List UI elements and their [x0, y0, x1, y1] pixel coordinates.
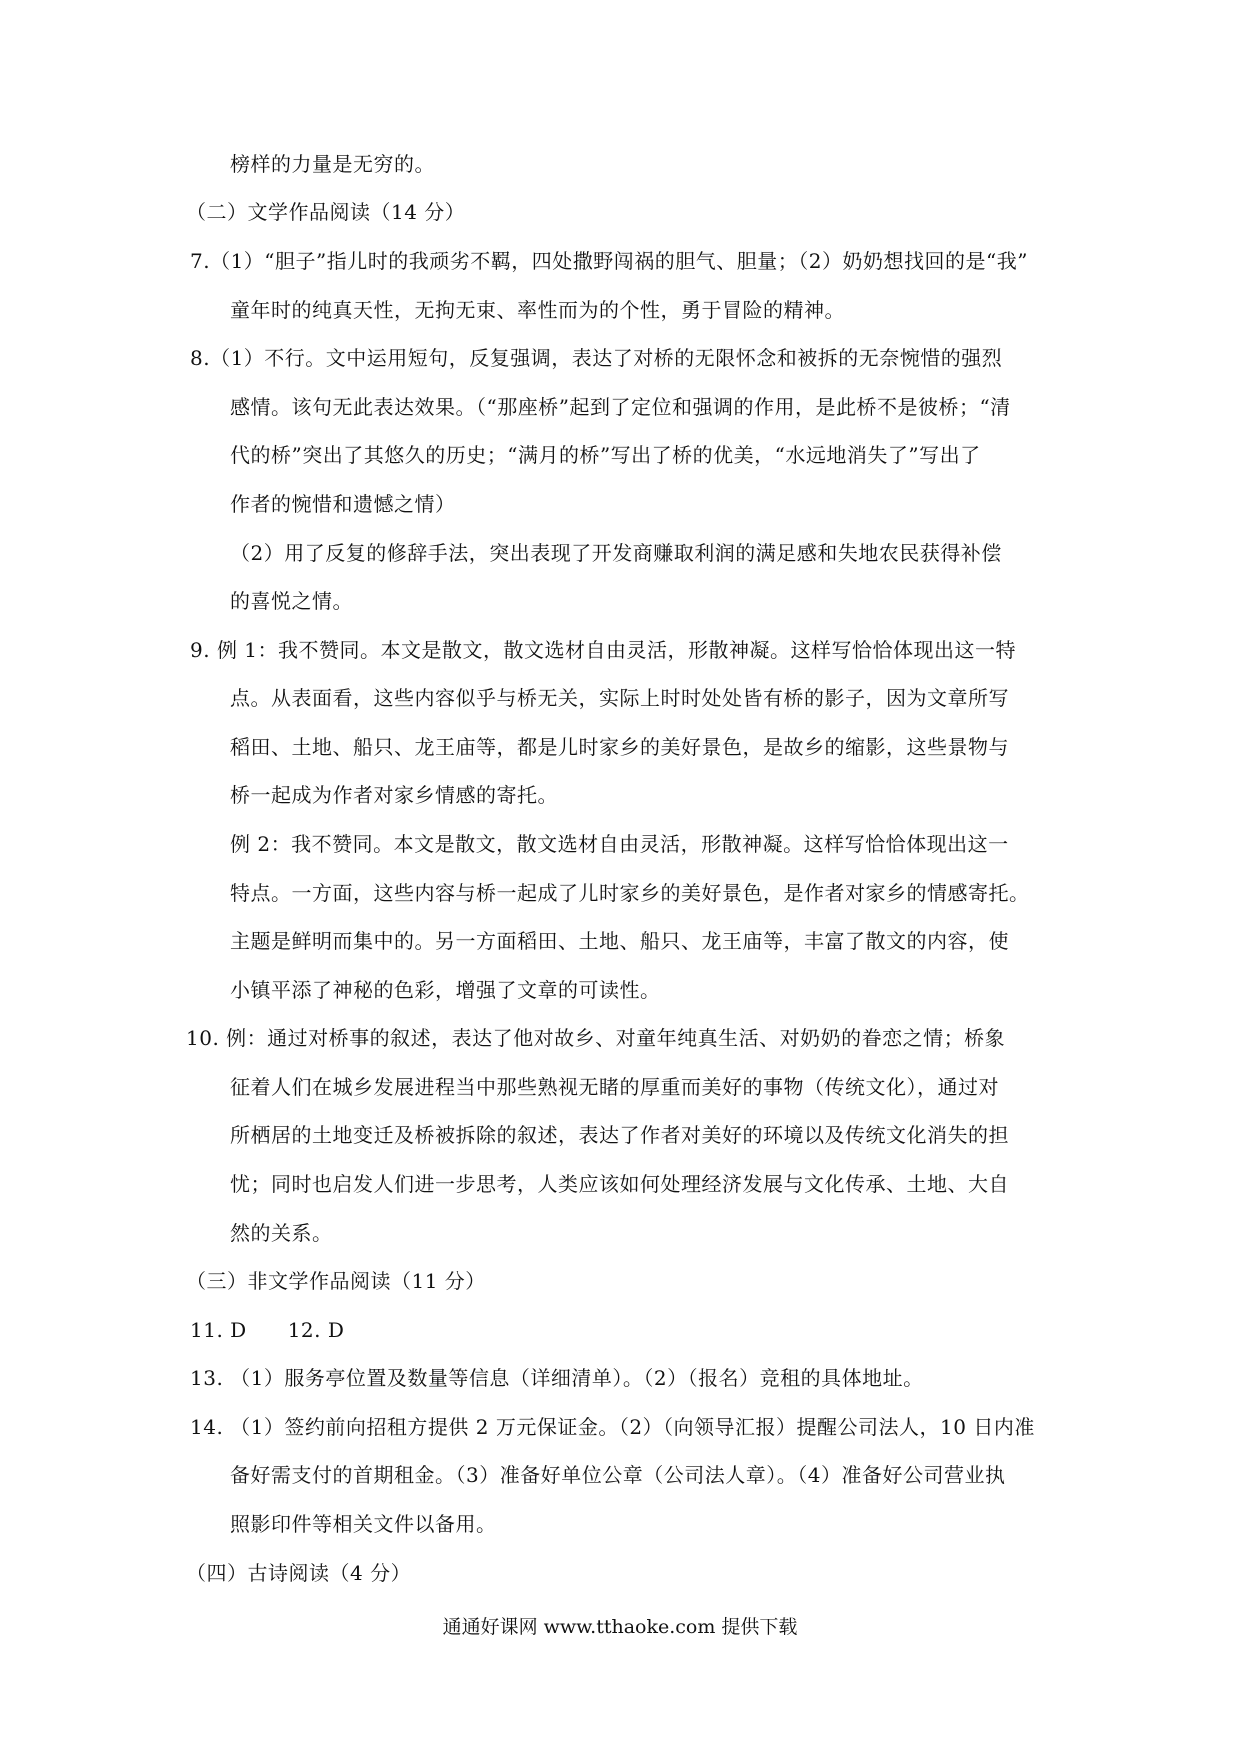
text-line: 小镇平添了神秘的色彩，增强了文章的可读性。 — [230, 978, 661, 1002]
text-line: 点。从表面看，这些内容似乎与桥无关，实际上时时处处皆有桥的影子，因为文章所写 — [230, 686, 1009, 710]
text-line: 稻田、土地、船只、龙王庙等，都是儿时家乡的美好景色，是故乡的缩影，这些景物与 — [230, 735, 1009, 759]
answer-13: 13. （1）服务亭位置及数量等信息（详细清单）。（2）（报名）竞租的具体地址。 — [190, 1366, 924, 1390]
section-heading: （三）非文学作品阅读（11 分） — [186, 1269, 486, 1293]
text-line: 主题是鲜明而集中的。另一方面稻田、土地、船只、龙王庙等，丰富了散文的内容，使 — [230, 929, 1009, 953]
text-line: 所栖居的土地变迁及桥被拆除的叙述，表达了作者对美好的环境以及传统文化消失的担 — [230, 1123, 1009, 1147]
text-line: 特点。一方面，这些内容与桥一起成了儿时家乡的美好景色，是作者对家乡的情感寄托。 — [230, 881, 1030, 905]
text-line: 征着人们在城乡发展进程当中那些熟视无睹的厚重而美好的事物（传统文化），通过对 — [230, 1075, 999, 1099]
text-line: 然的关系。 — [230, 1221, 333, 1245]
text-line: 照影印件等相关文件以备用。 — [230, 1512, 497, 1536]
answer-9: 9. 例 1：我不赞同。本文是散文，散文选材自由灵活，形散神凝。这样写恰恰体现出这一特 — [190, 638, 1017, 662]
text-line: （2）用了反复的修辞手法，突出表现了开发商赚取利润的满足感和失地农民获得补偿 — [230, 541, 1002, 565]
answer-8: 8.（1）不行。文中运用短句，反复强调，表达了对桥的无限怀念和被拆的无奈惋惜的强烈 — [190, 346, 1003, 370]
text-line: 榜样的力量是无穷的。 — [230, 152, 435, 176]
answer-11-12: 11. D 12. D — [190, 1318, 345, 1342]
text-line: 忧；同时也启发人们进一步思考，人类应该如何处理经济发展与文化传承、土地、大自 — [230, 1172, 1009, 1196]
text-line: 代的桥”突出了其悠久的历史；“满月的桥”写出了桥的优美，“水远地消失了”写出了 — [230, 443, 981, 467]
answer-7: 7.（1）“胆子”指儿时的我顽劣不羁，四处撒野闯祸的胆气、胆量；（2）奶奶想找回的是“我” — [190, 249, 1028, 273]
section-heading: （二）文学作品阅读（14 分） — [186, 200, 466, 224]
section-heading: （四）古诗阅读（4 分） — [186, 1561, 412, 1585]
text-line: 备好需支付的首期租金。（3）准备好单位公章（公司法人章）。（4）准备好公司营业执 — [230, 1463, 1006, 1487]
text-line: 作者的惋惜和遗憾之情） — [230, 492, 456, 516]
text-line: 的喜悦之情。 — [230, 589, 353, 613]
text-line: 感情。该句无此表达效果。（“那座桥”起到了定位和强调的作用，是此桥不是彼桥；“清 — [230, 395, 1011, 419]
footer-watermark: 通通好课网 www.tthaoke.com 提供下载 — [442, 1616, 798, 1638]
text-line: 童年时的纯真天性，无拘无束、率性而为的个性，勇于冒险的精神。 — [230, 298, 845, 322]
text-line: 例 2：我不赞同。本文是散文，散文选材自由灵活，形散神凝。这样写恰恰体现出这一 — [230, 832, 1009, 856]
answer-14: 14. （1）签约前向招租方提供 2 万元保证金。（2）（向领导汇报）提醒公司法人，10 日内准 — [190, 1415, 1035, 1439]
answer-10: 10. 例：通过对桥事的叙述，表达了他对故乡、对童年纯真生活、对奶奶的眷恋之情；桥象 — [186, 1026, 1006, 1050]
text-line: 桥一起成为作者对家乡情感的寄托。 — [230, 783, 558, 807]
